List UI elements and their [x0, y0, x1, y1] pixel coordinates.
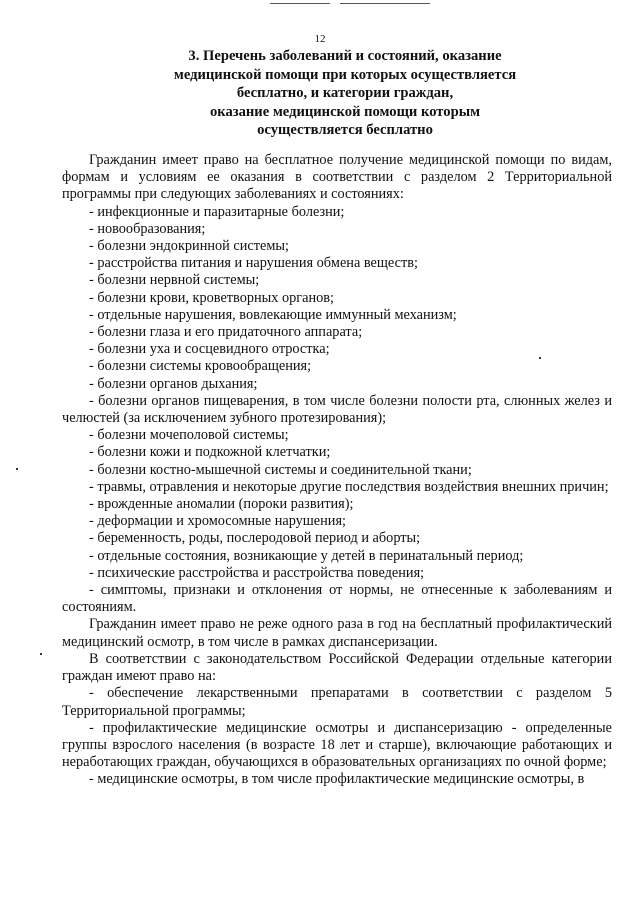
heading-line: медицинской помощи при которых осуществляется — [173, 66, 517, 83]
list-item: - травмы, отравления и некоторые другие последствия воздействия внешних причин; — [89, 478, 609, 495]
categories-intro-paragraph: В соответствии с законодательством Российской Федерации отдельные категории граждан имеют право на: — [62, 650, 612, 685]
list-item: - болезни крови, кроветворных органов; — [89, 289, 335, 306]
heading-line: оказание медицинской помощи которым — [209, 103, 481, 120]
list-item: - обеспечение лекарственными препаратами в соответствии с разделом 5 Территориальной программы; — [62, 685, 612, 719]
list-item: - болезни мочеполовой системы; — [89, 427, 289, 444]
list-item: - расстройства питания и нарушения обмена веществ; — [89, 255, 418, 272]
list-item: - новообразования; — [89, 220, 206, 237]
list-item: - симптомы, признаки и отклонения от нормы, не отнесенные к заболеваниям и состояниям. — [62, 582, 612, 616]
page-number: 12 — [314, 33, 326, 45]
scan-edge-line — [340, 3, 430, 4]
annual-checkup-paragraph: Гражданин имеет право не реже одного раза в год на бесплатный профилактический медицинский осмотр, в том числе в рамках диспансеризации. — [62, 616, 612, 650]
scan-speck — [16, 468, 18, 470]
heading-line: 3. Перечень заболеваний и состояний, оказание — [188, 48, 502, 64]
list-item: - врожденные аномалии (пороки развития); — [89, 496, 354, 513]
list-item: - отдельные состояния, возникающие у детей в перинатальный период; — [89, 547, 524, 564]
list-item: - болезни нервной системы; — [89, 272, 260, 289]
document-body — [62, 152, 612, 789]
list-item: - болезни системы кровообращения; — [89, 358, 312, 375]
list-item: - болезни эндокринной системы; — [89, 238, 289, 255]
section-heading — [60, 47, 630, 140]
list-item: - болезни уха и сосцевидного отростка; — [89, 341, 330, 358]
list-item: - психические расстройства и расстройства поведения; — [89, 564, 425, 581]
list-item: - отдельные нарушения, вовлекающие иммунный механизм; — [89, 306, 457, 323]
list-item: - деформации и хромосомные нарушения; — [89, 513, 347, 530]
scan-speck — [539, 357, 541, 359]
categories-list — [62, 685, 612, 788]
list-item: - болезни органов пищеварения, в том числе болезни полости рта, слюнных желез и челюстей (за исключением зубного протезирования); — [62, 392, 612, 427]
heading-line: осуществляется бесплатно — [257, 122, 433, 139]
list-item: - инфекционные и паразитарные болезни; — [89, 203, 345, 220]
list-item: - болезни костно-мышечной системы и соединительной ткани; — [89, 461, 472, 478]
scan-speck — [40, 653, 42, 655]
list-item: - медицинские осмотры, в том числе профилактические медицинские осмотры, в — [89, 771, 585, 788]
list-item: - болезни глаза и его придаточного аппарата; — [89, 324, 363, 341]
list-item: - болезни органов дыхания; — [89, 375, 258, 392]
list-item: - профилактические медицинские осмотры и диспансеризацию - определенные группы взрослого населения (в возрасте 18 лет и старше), включающие работающих и неработающих граждан, обучающихся в образовательных организациях по очной форме; — [62, 719, 612, 771]
list-item: - болезни кожи и подкожной клетчатки; — [89, 444, 331, 461]
disease-list — [62, 204, 612, 617]
list-item: - беременность, роды, послеродовой период и аборты; — [89, 530, 421, 547]
heading-line: бесплатно, и категории граждан, — [236, 85, 454, 102]
scan-edge-line — [270, 3, 330, 4]
intro-paragraph: Гражданин имеет право на бесплатное получение медицинской помощи по видам, формам и условиям ее оказания в соответствии с разделом 2 Территориальной программы при следующих заболеваниях и состояниях: — [62, 152, 612, 203]
